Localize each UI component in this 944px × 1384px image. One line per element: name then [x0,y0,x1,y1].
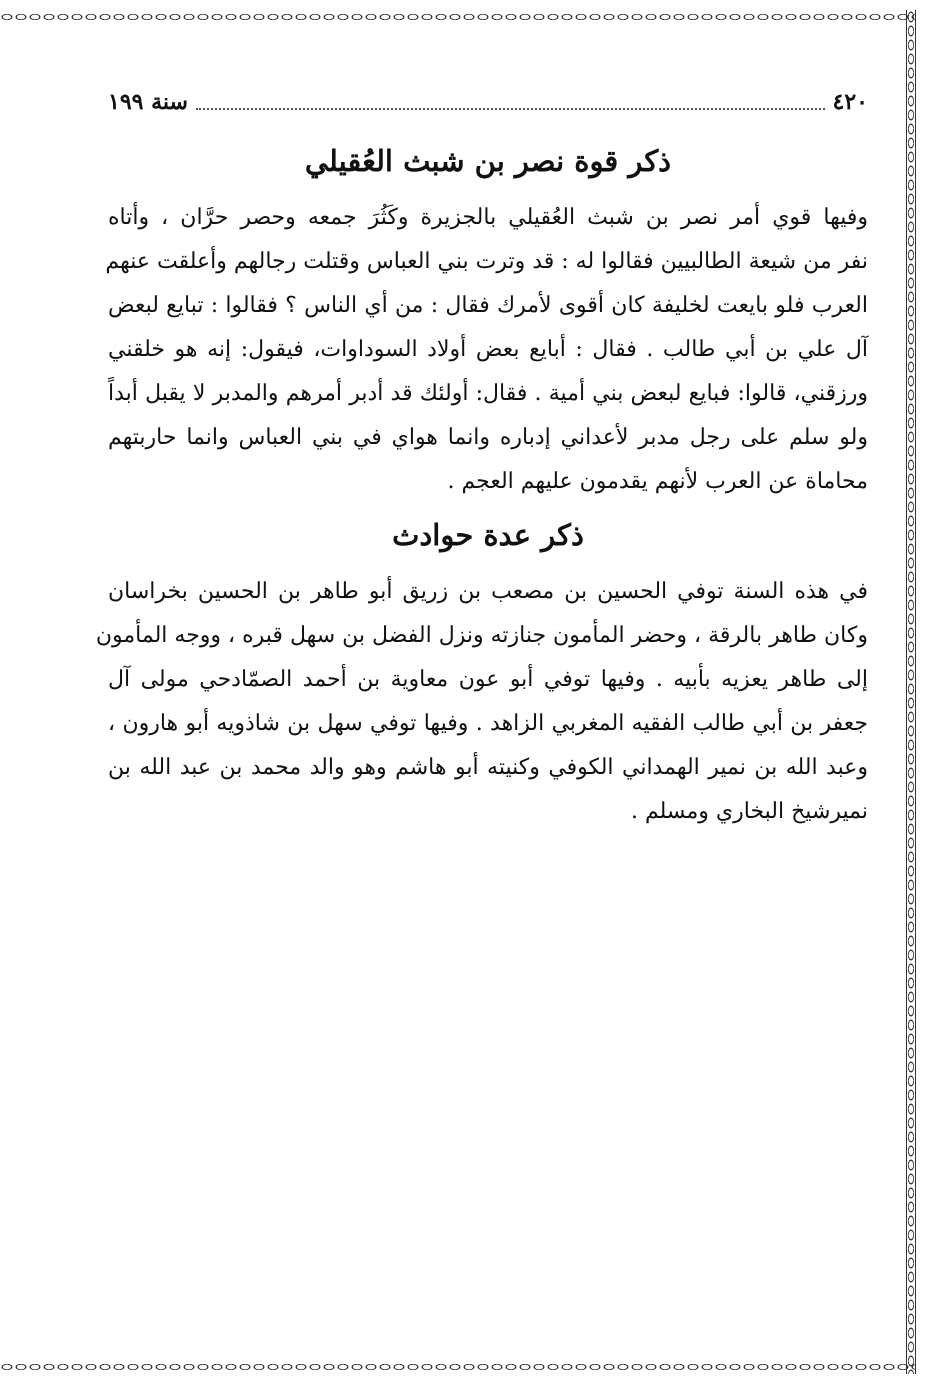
text-line: جعفر بن أبي طالب الفقيه المغربي الزاهد . وفيها توفي سهل بن شاذويه أبو هارون ، [108,711,868,736]
bottom-chain-border [0,1360,916,1374]
section-heading-events: ذكر عدة حوادث [392,518,584,552]
section-body-nasr [105,196,868,504]
text-line: في هذه السنة توفي الحسين بن مصعب بن زريق أبو طاهر بن الحسين بخراسان [108,579,868,604]
running-header [108,86,868,118]
section-heading-nasr: ذكر قوة نصر بن شبث العُقيلي [304,144,672,178]
text-line: نميرشيخ البخاري ومسلم . [630,799,868,824]
text-line: ورزقني، قالوا: فبايع لبعض بني أمية . فقال: أولئك قد أدبر أمرهم والمدبر لا يقبل أبداً [108,381,868,406]
text-line: إلى طاهر يعزيه بأبيه . وفيها توفي أبو عون معاوية بن أحمد الصمّادحي مولى آل [108,667,868,692]
year-label: سنة ١٩٩ [108,89,188,115]
section-body-events [95,570,868,834]
text-line: وفيها قوي أمر نصر بن شبث العُقيلي بالجزيرة وكَثُرَ جمعه وحصر حرَّان ، وأتاه [108,205,868,230]
header-dotted-leader [196,94,825,110]
text-line: نفر من شيعة الطالبيين فقالوا له : قد وترت بني العباس وقتلت رجالهم وأعلقت عنهم [105,249,868,274]
text-line: محاماة عن العرب لأنهم يقدمون عليهم العجم . [447,469,868,494]
text-line: العرب فلو بايعت لخليفة كان أقوى لأمرك فقال : من أي الناس ؟ فقالوا : تبايع لبعض [108,293,868,318]
text-line: آل علي بن أبي طالب . فقال : أبايع بعض أولاد السوداوات، فيقول: إنه هو خلقني [108,337,868,362]
text-line: ولو سلم على رجل مدبر لأعداني إدباره وانما هواي في بني العباس وانما حاربتهم [108,425,868,450]
text-line: وعبد الله بن نمير الهمداني الكوفي وكنيته أبو هاشم وهو والد محمد بن عبد الله بن [108,755,868,780]
page-number: ٤٢٠ [832,89,868,115]
top-chain-border [0,10,916,24]
right-chain-border [904,10,918,1374]
text-line: وكان طاهر بالرقة ، وحضر المأمون جنازته ونزل الفضل بن سهل قبره ، ووجه المأمون [95,623,868,648]
